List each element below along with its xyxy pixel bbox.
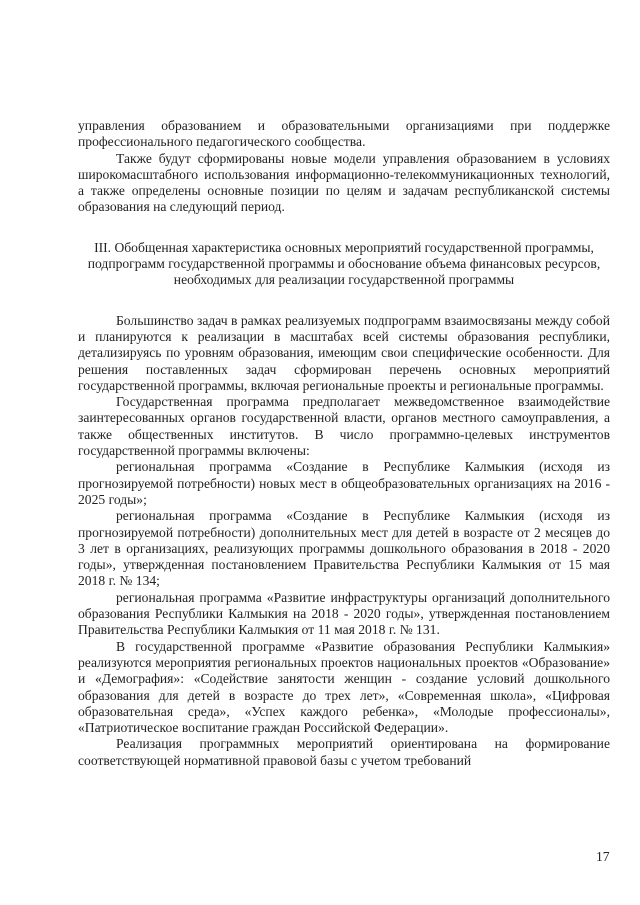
list-item-program-preschool: региональная программа «Создание в Республике Калмыкия (исходя из прогнозируемой потребности) дополнительных мест для детей в возрасте от 2 месяцев до 3 лет в организациях, реализующих программы дошкольного образования в 2018 - 2020 годы», утвержденная постановлением Правительства Республики Калмыкия от 15 мая 2018 г. № 134; bbox=[78, 508, 610, 589]
section-heading: III. Обобщенная характеристика основных мероприятий государственной программы, подпрограмм государственной программы и обоснование объема финансовых ресурсов, необходимых для реализации государственной программы bbox=[87, 239, 601, 288]
paragraph-tasks-overview: Большинство задач в рамках реализуемых подпрограмм взаимосвязаны между собой и планируются к реализации в масштабах всей системы образования республики, детализируясь по уровням образования, имеющим свои специфические особенности. Для решения поставленных задач сформирован перечень основных мероприятий государственной программы, включая региональные проекты и региональные программы. bbox=[78, 312, 610, 393]
paragraph-national-projects: В государственной программе «Развитие образования Республики Калмыкия» реализуются мероприятия региональных проектов национальных проектов «Образование» и «Демография»: «Содействие занятости женщин - создание условий дошкольного образования для детей в возрасте до трех лет», «Современная школа», «Цифровая образовательная среда», «Успех каждого ребенка», «Молодые профессионалы», «Патриотическое воспитание граждан Российской Федерации». bbox=[78, 638, 610, 736]
paragraph-management-models: Также будут сформированы новые модели управления образованием в условиях широкомасштабного использования информационно-телекоммуникационных технологий, а также определены основные позиции по целям и задачам республиканской системы образования на следующий период. bbox=[78, 150, 610, 215]
list-item-program-new-places: региональная программа «Создание в Республике Калмыкия (исходя из прогнозируемой потребности) новых мест в общеобразовательных организациях на 2016 - 2025 годы»; bbox=[78, 459, 610, 507]
paragraph-implementation: Реализация программных мероприятий ориентирована на формирование соответствующей нормативной правовой базы с учетом требований bbox=[78, 736, 610, 768]
paragraph-interagency: Государственная программа предполагает межведомственное взаимодействие заинтересованных органов государственной власти, органов местного самоуправления, а также общественных институтов. В число программно-целевых инструментов государственной программы включены: bbox=[78, 394, 610, 459]
document-page bbox=[78, 118, 610, 769]
list-item-program-infrastructure: региональная программа «Развитие инфраструктуры организаций дополнительного образования Республики Калмыкия на 2018 - 2020 годы», утвержденная постановлением Правительства Республики Калмыкия от 11 мая 2018 г. № 131. bbox=[78, 589, 610, 638]
page-number: 17 bbox=[596, 849, 610, 864]
paragraph-continuation: управления образованием и образовательными организациями при поддержке профессионального педагогического сообщества. bbox=[78, 118, 610, 150]
